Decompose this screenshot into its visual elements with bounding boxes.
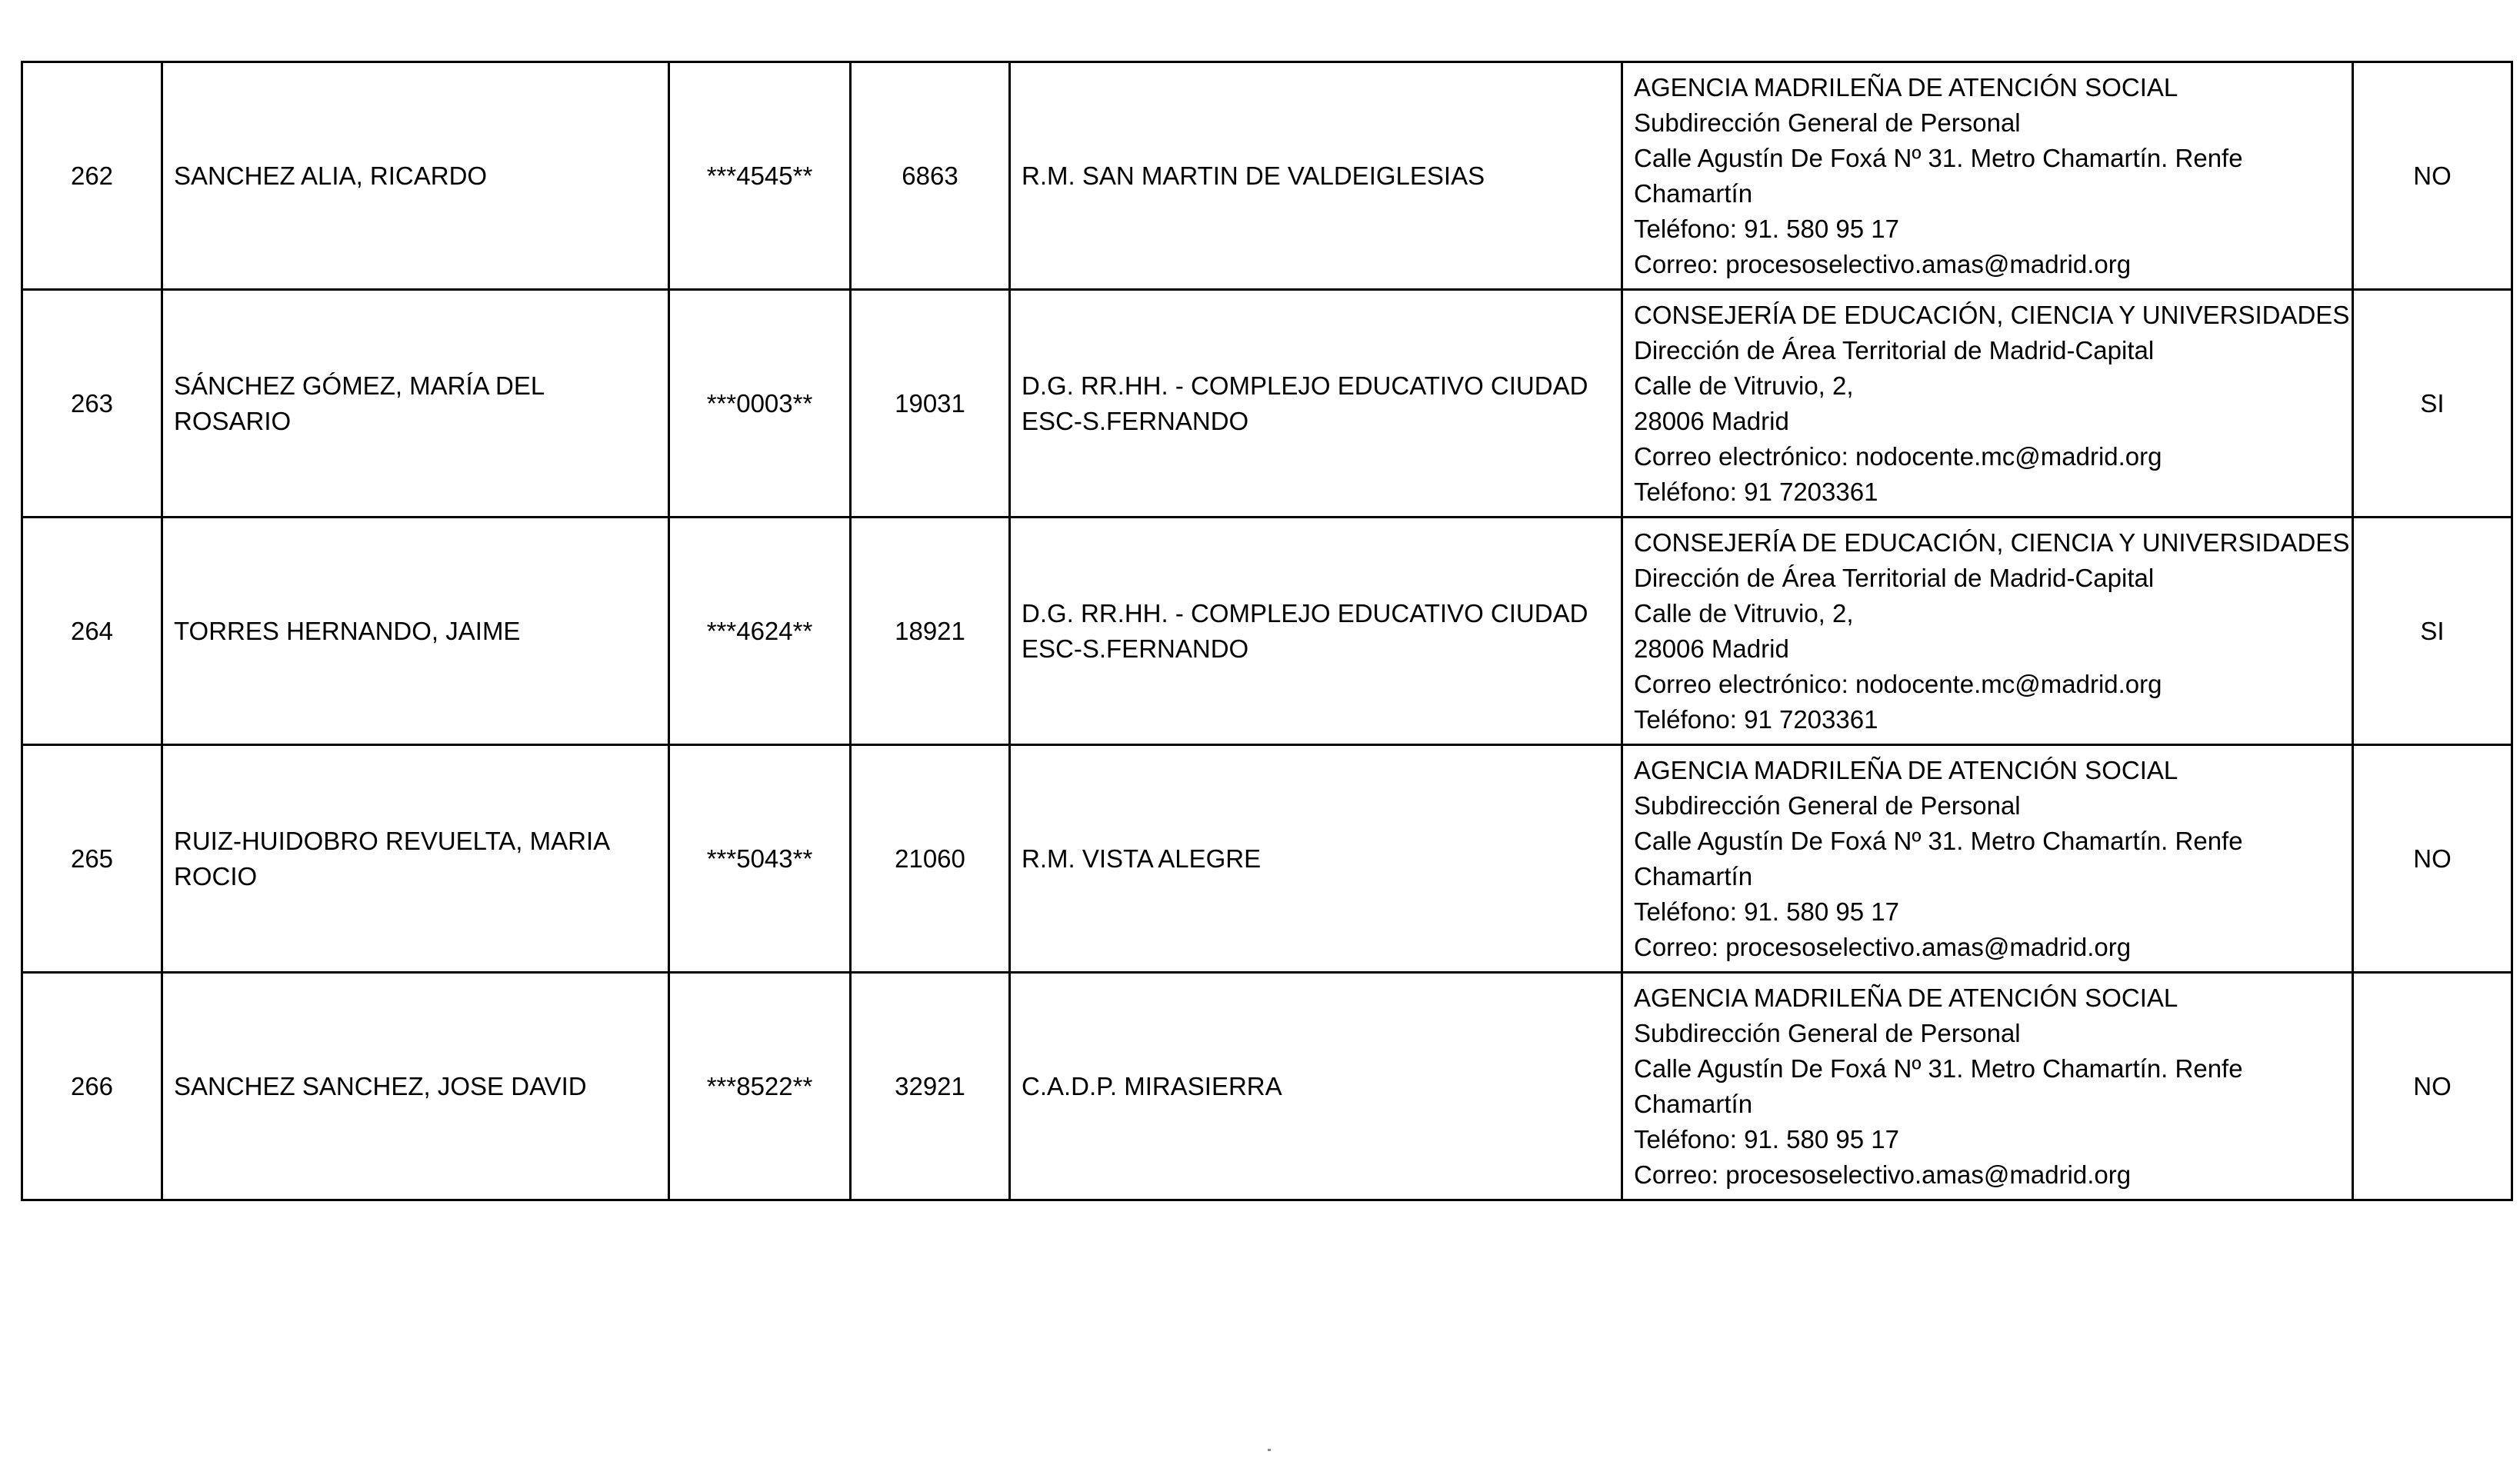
contact-line: Correo: procesoselectivo.amas@madrid.org — [1634, 249, 2132, 278]
position-code: 32921 — [851, 973, 1010, 1200]
person-name: RUIZ-HUIDOBRO REVUELTA, MARIA ROCIO — [162, 745, 669, 973]
contact-line: AGENCIA MADRILEÑA DE ATENCIÓN SOCIAL — [1634, 755, 2178, 784]
work-center: C.A.D.P. MIRASIERRA — [1010, 973, 1622, 1200]
contact-line: Dirección de Área Territorial de Madrid-Capital — [1634, 563, 2155, 592]
table-row — [22, 518, 2512, 745]
row-number: 263 — [22, 290, 162, 518]
person-name: SANCHEZ ALIA, RICARDO — [162, 62, 669, 290]
masked-id: ***4545** — [669, 62, 851, 290]
contact-info — [1622, 290, 2353, 518]
position-code: 6863 — [851, 62, 1010, 290]
contact-line: Calle Agustín De Foxá Nº 31. Metro Chamartín. Renfe — [1634, 1054, 2243, 1083]
contact-line: Calle de Vitruvio, 2, — [1634, 598, 1854, 627]
contact-line: AGENCIA MADRILEÑA DE ATENCIÓN SOCIAL — [1634, 72, 2178, 102]
work-center: D.G. RR.HH. - COMPLEJO EDUCATIVO CIUDAD ESC-S.FERNANDO — [1010, 290, 1622, 518]
contact-line: Teléfono: 91. 580 95 17 — [1634, 214, 1899, 243]
contact-line: Subdirección General de Personal — [1634, 1018, 2021, 1047]
contact-line: Calle Agustín De Foxá Nº 31. Metro Chamartín. Renfe — [1634, 826, 2243, 855]
contact-info — [1622, 518, 2353, 745]
row-number: 265 — [22, 745, 162, 973]
contact-line: Teléfono: 91. 580 95 17 — [1634, 897, 1899, 926]
flag-value: NO — [2353, 62, 2512, 290]
contact-line: 28006 Madrid — [1634, 406, 1789, 435]
row-number: 266 — [22, 973, 162, 1200]
flag-value: SI — [2353, 290, 2512, 518]
contact-info — [1622, 745, 2353, 973]
masked-id: ***8522** — [669, 973, 851, 1200]
flag-value: SI — [2353, 518, 2512, 745]
contact-line: CONSEJERÍA DE EDUCACIÓN, CIENCIA Y UNIVERSIDADES — [1634, 528, 2350, 557]
contact-info — [1622, 973, 2353, 1200]
contact-line: Teléfono: 91 7203361 — [1634, 477, 1878, 506]
contact-line: Subdirección General de Personal — [1634, 108, 2021, 137]
contact-line: Correo electrónico: nodocente.mc@madrid.org — [1634, 669, 2162, 698]
work-center: R.M. VISTA ALEGRE — [1010, 745, 1622, 973]
contact-line: Calle de Vitruvio, 2, — [1634, 371, 1854, 400]
contact-info — [1622, 62, 2353, 290]
contact-line: Correo: procesoselectivo.amas@madrid.org — [1634, 1160, 2132, 1189]
contact-line: Chamartín — [1634, 178, 1753, 208]
table-row — [22, 745, 2512, 973]
table-row — [22, 973, 2512, 1200]
page-mark — [1268, 1449, 1271, 1451]
table-row — [22, 290, 2512, 518]
contact-line: Calle Agustín De Foxá Nº 31. Metro Chamartín. Renfe — [1634, 143, 2243, 172]
contact-line: Dirección de Área Territorial de Madrid-Capital — [1634, 335, 2155, 364]
contact-line: Correo: procesoselectivo.amas@madrid.org — [1634, 932, 2132, 961]
row-number: 262 — [22, 62, 162, 290]
work-center: D.G. RR.HH. - COMPLEJO EDUCATIVO CIUDAD ESC-S.FERNANDO — [1010, 518, 1622, 745]
table-body — [22, 62, 2512, 1200]
position-code: 18921 — [851, 518, 1010, 745]
contact-line: CONSEJERÍA DE EDUCACIÓN, CIENCIA Y UNIVERSIDADES — [1634, 300, 2350, 329]
masked-id: ***4624** — [669, 518, 851, 745]
flag-value: NO — [2353, 745, 2512, 973]
flag-value: NO — [2353, 973, 2512, 1200]
person-name: SÁNCHEZ GÓMEZ, MARÍA DEL ROSARIO — [162, 290, 669, 518]
contact-line: Correo electrónico: nodocente.mc@madrid.org — [1634, 441, 2162, 471]
position-code: 21060 — [851, 745, 1010, 973]
contact-line: Subdirección General de Personal — [1634, 791, 2021, 820]
assignments-table — [21, 61, 2513, 1201]
masked-id: ***0003** — [669, 290, 851, 518]
person-name: SANCHEZ SANCHEZ, JOSE DAVID — [162, 973, 669, 1200]
masked-id: ***5043** — [669, 745, 851, 973]
person-name: TORRES HERNANDO, JAIME — [162, 518, 669, 745]
contact-line: AGENCIA MADRILEÑA DE ATENCIÓN SOCIAL — [1634, 983, 2178, 1012]
contact-line: Chamartín — [1634, 861, 1753, 890]
position-code: 19031 — [851, 290, 1010, 518]
table-row — [22, 62, 2512, 290]
row-number: 264 — [22, 518, 162, 745]
contact-line: Teléfono: 91. 580 95 17 — [1634, 1124, 1899, 1153]
contact-line: Teléfono: 91 7203361 — [1634, 704, 1878, 734]
contact-line: 28006 Madrid — [1634, 634, 1789, 663]
contact-line: Chamartín — [1634, 1089, 1753, 1118]
work-center: R.M. SAN MARTIN DE VALDEIGLESIAS — [1010, 62, 1622, 290]
